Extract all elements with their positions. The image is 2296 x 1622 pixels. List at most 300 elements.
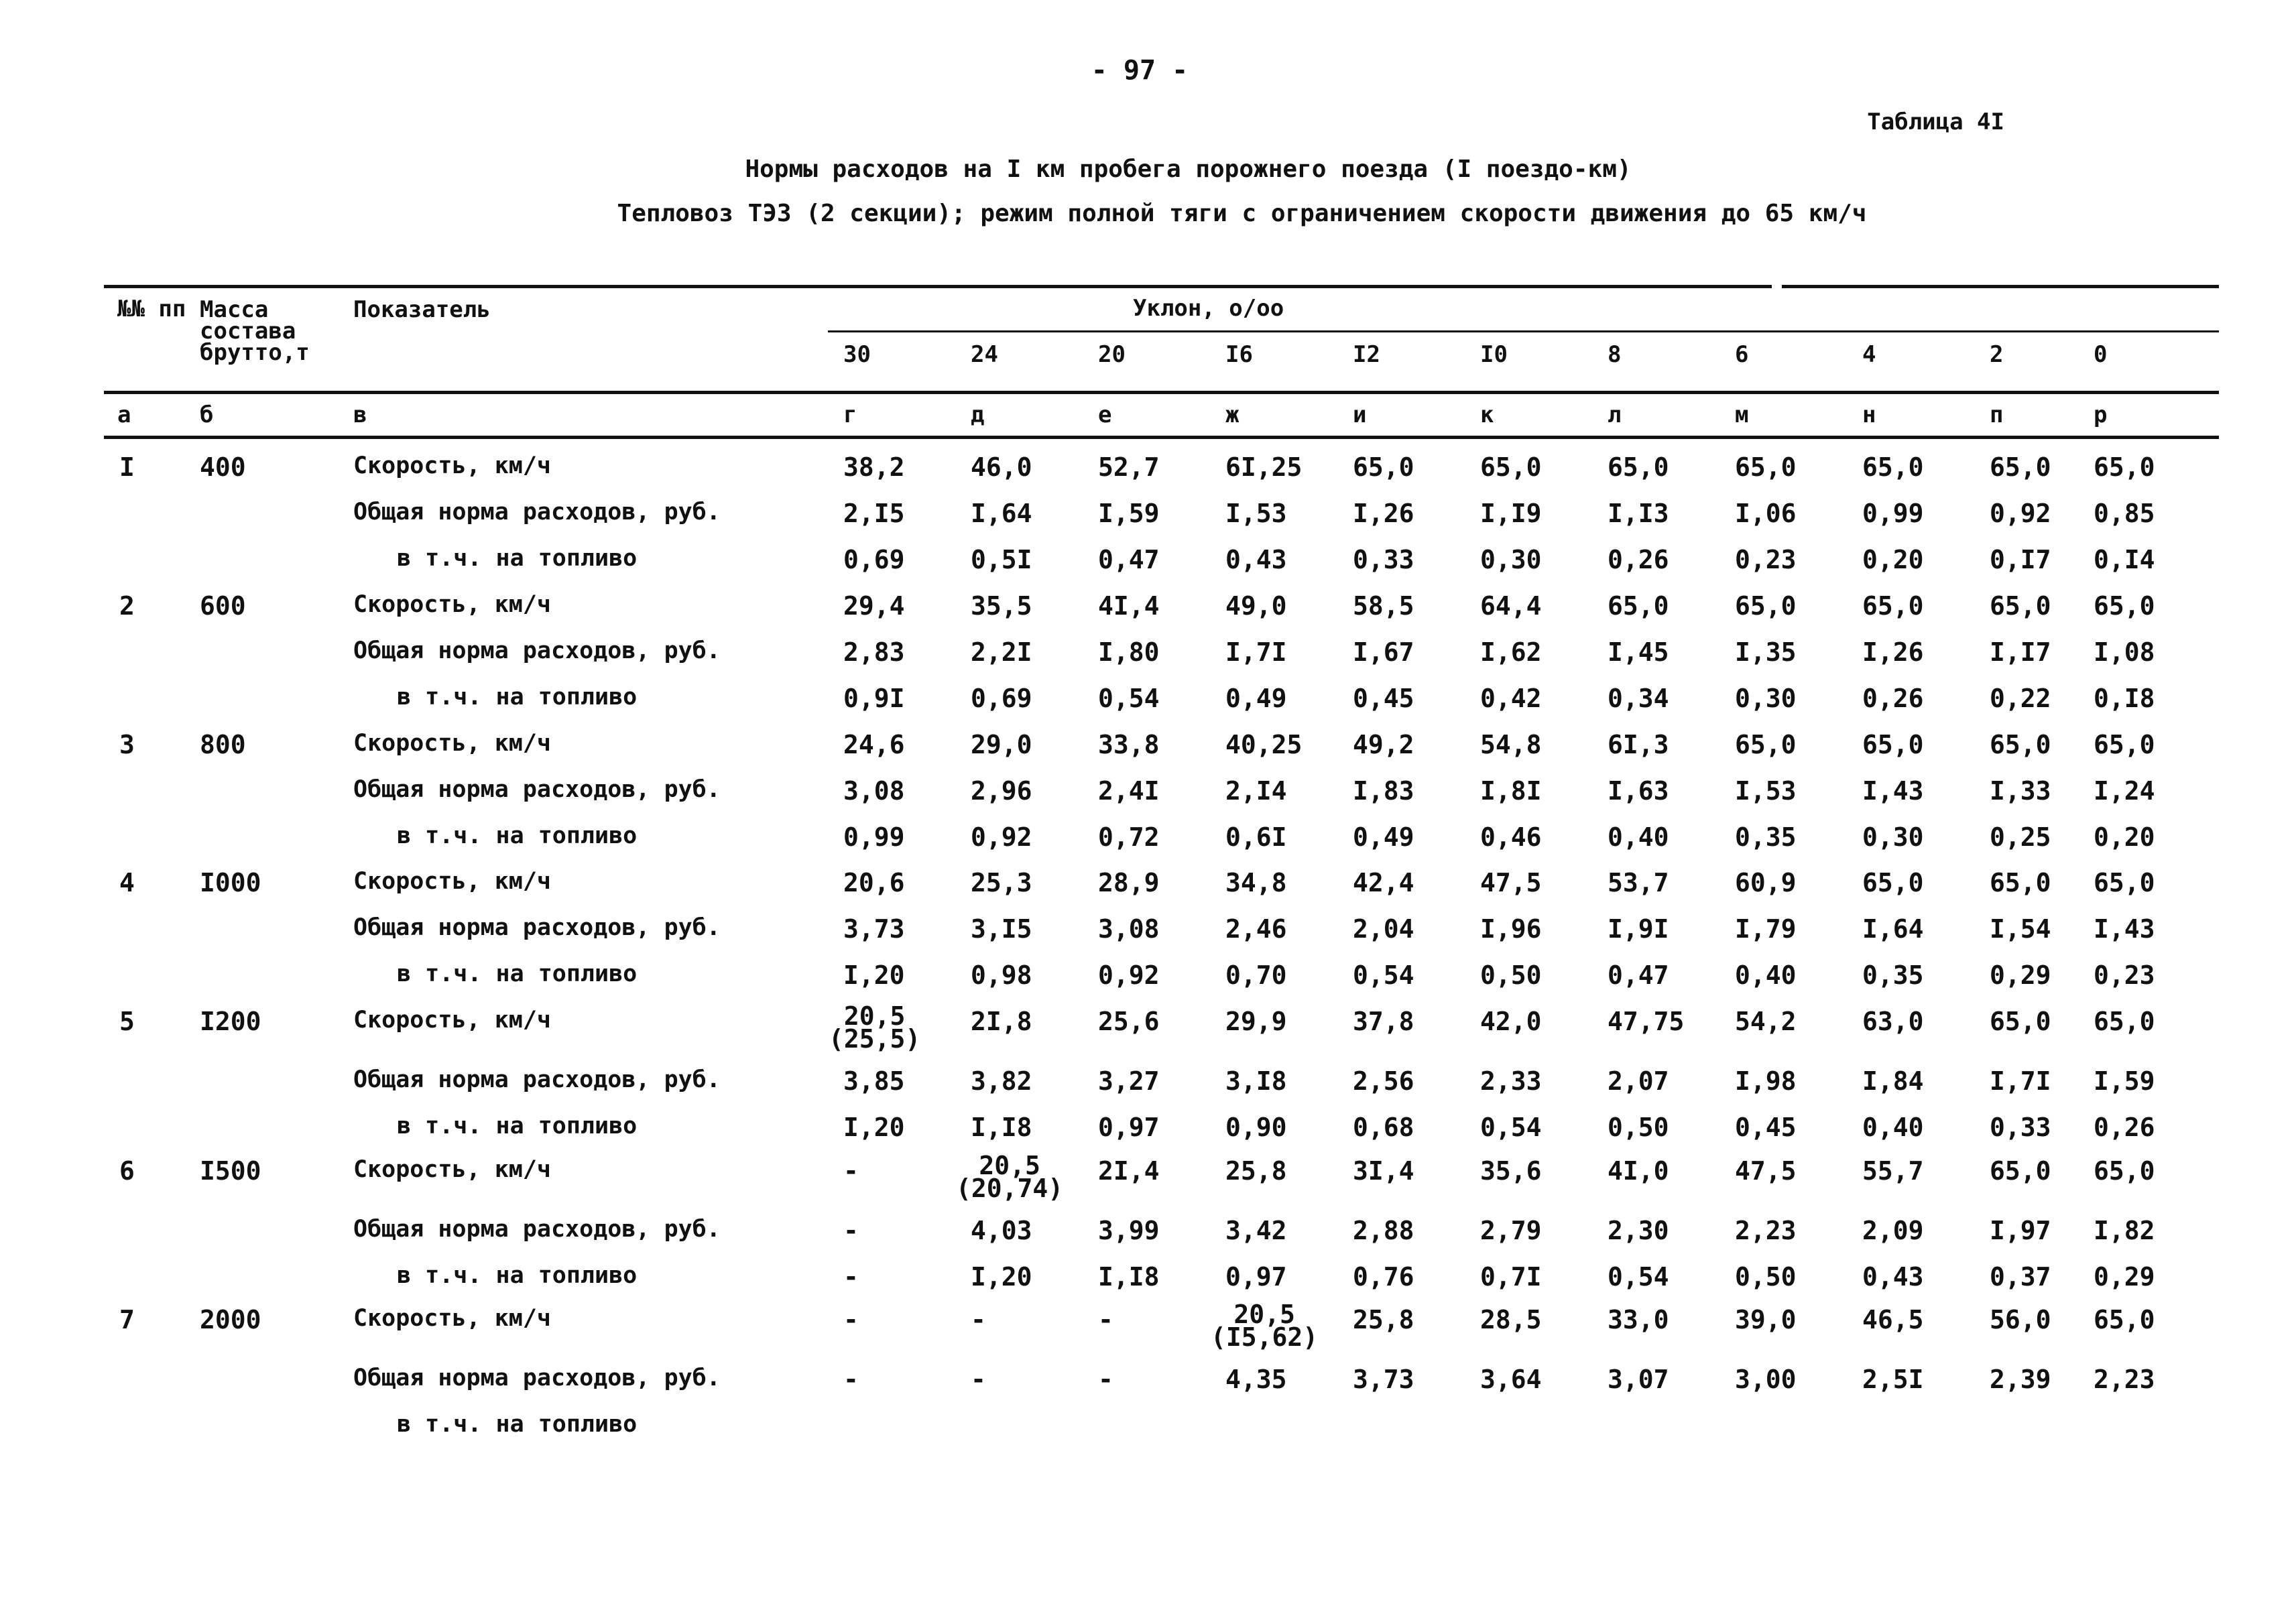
row-mass: I000 (200, 868, 261, 897)
total-cost-value: I,26 (1862, 637, 1924, 667)
speed-value: 49,2 (1353, 730, 1414, 759)
total-cost-value: I,54 (1990, 914, 2051, 944)
total-cost-value: 3,27 (1098, 1066, 1160, 1096)
letter-header-cell: и (1353, 401, 1367, 428)
total-cost-value: I,7I (1990, 1066, 2051, 1096)
speed-value: 46,5 (1862, 1305, 1924, 1334)
slope-header-cell: 30 (843, 341, 871, 368)
total-cost-value: 3,85 (843, 1066, 905, 1096)
total-cost-value: 2,5I (1862, 1365, 1924, 1394)
total-cost-value: I,06 (1735, 499, 1797, 528)
slope-header-cell: 4 (1862, 341, 1876, 368)
speed-value: 65,0 (2094, 591, 2155, 621)
speed-value: 34,8 (1225, 868, 1287, 897)
letter-header-cell: р (2094, 401, 2108, 428)
fuel-cost-value: 0,54 (1098, 684, 1160, 713)
speed-label: Скорость, км/ч (353, 452, 552, 479)
row-number: 2 (119, 591, 135, 621)
header-col-mass-line1: Масса (200, 296, 269, 323)
total-cost-value: 2,39 (1990, 1365, 2051, 1394)
speed-value: 33,8 (1098, 730, 1160, 759)
speed-value-with-note (829, 1001, 921, 1054)
fuel-cost-value: 0,54 (1608, 1262, 1669, 1292)
fuel-cost-value: 0,49 (1353, 822, 1414, 852)
fuel-cost-value: 0,34 (1608, 684, 1669, 713)
table-label: Таблица 4I (1867, 109, 2004, 135)
table-top-rule (104, 285, 1772, 288)
total-cost-label: Общая норма расходов, руб. (353, 499, 721, 525)
letter-header-cell: г (843, 401, 857, 428)
speed-value: - (843, 1156, 859, 1186)
total-cost-value: 0,99 (1862, 499, 1924, 528)
fuel-cost-value: 0,92 (971, 822, 1032, 852)
speed-value: 42,4 (1353, 868, 1414, 897)
total-cost-value: I,80 (1098, 637, 1160, 667)
header-col-mass-line2: состава (200, 318, 296, 345)
speed-value: 29,9 (1225, 1007, 1287, 1036)
total-cost-value: I,59 (2094, 1066, 2155, 1096)
fuel-cost-value: 0,I7 (1990, 545, 2051, 574)
letter-header-cell: а (117, 401, 131, 428)
fuel-cost-value: 0,99 (843, 822, 905, 852)
speed-value: 37,8 (1353, 1007, 1414, 1036)
total-cost-value: - (843, 1216, 859, 1245)
row-mass: I500 (200, 1156, 261, 1186)
fuel-cost-value: 0,33 (1990, 1113, 2051, 1142)
fuel-cost-value: 0,26 (2094, 1113, 2155, 1142)
total-cost-value: I,45 (1608, 637, 1669, 667)
speed-value: 46,0 (971, 452, 1032, 482)
speed-value: 33,0 (1608, 1305, 1669, 1334)
total-cost-value: 3,I5 (971, 914, 1032, 944)
speed-label: Скорость, км/ч (353, 730, 552, 757)
total-cost-value: 2,88 (1353, 1216, 1414, 1245)
total-cost-value: I,98 (1735, 1066, 1797, 1096)
letters-bottom-rule (104, 436, 2219, 439)
total-cost-value: 2,96 (971, 776, 1032, 806)
letter-header-cell: е (1098, 401, 1112, 428)
total-cost-value: I,53 (1735, 776, 1797, 806)
speed-value: 65,0 (1862, 591, 1924, 621)
total-cost-value: I,8I (1480, 776, 1542, 806)
fuel-cost-value: I,20 (843, 960, 905, 990)
total-cost-value: 2,23 (2094, 1365, 2155, 1394)
slope-header-cell: 24 (971, 341, 998, 368)
total-cost-value: I,I9 (1480, 499, 1542, 528)
total-cost-value: 4,35 (1225, 1365, 1287, 1394)
total-cost-value: I,64 (1862, 914, 1924, 944)
row-number: 6 (119, 1156, 135, 1186)
fuel-cost-value: 0,43 (1225, 545, 1287, 574)
total-cost-value: I,I3 (1608, 499, 1669, 528)
row-number: 3 (119, 730, 135, 759)
fuel-cost-value: 0,7I (1480, 1262, 1542, 1292)
total-cost-label: Общая норма расходов, руб. (353, 637, 721, 664)
total-cost-value: 2,79 (1480, 1216, 1542, 1245)
fuel-cost-value: 0,46 (1480, 822, 1542, 852)
total-cost-value: 0,85 (2094, 499, 2155, 528)
row-number: I (119, 452, 135, 482)
total-cost-value: 3,08 (1098, 914, 1160, 944)
total-cost-label: Общая норма расходов, руб. (353, 1216, 721, 1243)
slope-header-cell: 6 (1735, 341, 1749, 368)
fuel-cost-value: 0,26 (1608, 545, 1669, 574)
row-number: 7 (119, 1305, 135, 1334)
fuel-cost-value: 0,33 (1353, 545, 1414, 574)
total-cost-value: 2,I5 (843, 499, 905, 528)
total-cost-value: I,33 (1990, 776, 2051, 806)
letter-header-cell: в (353, 401, 367, 428)
fuel-cost-value: 0,20 (2094, 822, 2155, 852)
total-cost-value: - (843, 1365, 859, 1394)
speed-value: 20,5 (1233, 1300, 1295, 1329)
row-mass: 600 (200, 591, 246, 621)
total-cost-value: 2,56 (1353, 1066, 1414, 1096)
speed-value: 6I,3 (1608, 730, 1669, 759)
fuel-cost-value: 0,76 (1353, 1262, 1414, 1292)
fuel-cost-value: 0,42 (1480, 684, 1542, 713)
total-cost-value: I,43 (1862, 776, 1924, 806)
speed-value: 60,9 (1735, 868, 1797, 897)
speed-value: 28,5 (1480, 1305, 1542, 1334)
speed-value: 20,5 (979, 1151, 1040, 1180)
speed-value: 4I,4 (1098, 591, 1160, 621)
speed-value: 35,5 (971, 591, 1032, 621)
fuel-cost-label: в т.ч. на топливо (397, 822, 638, 849)
header-col-number: №№ пп (117, 296, 186, 322)
letter-header-cell: п (1990, 401, 2004, 428)
total-cost-value: I,63 (1608, 776, 1669, 806)
total-cost-value: 2,30 (1608, 1216, 1669, 1245)
row-mass: I200 (200, 1007, 261, 1036)
total-cost-value: I,08 (2094, 637, 2155, 667)
total-cost-value: I,97 (1990, 1216, 2051, 1245)
speed-value: 64,4 (1480, 591, 1542, 621)
total-cost-value: I,64 (971, 499, 1032, 528)
fuel-cost-value: 0,50 (1735, 1262, 1797, 1292)
total-cost-value: I,59 (1098, 499, 1160, 528)
speed-value: 65,0 (2094, 730, 2155, 759)
total-cost-value: 3,I8 (1225, 1066, 1287, 1096)
speed-label: Скорость, км/ч (353, 591, 552, 618)
total-cost-value: 2,33 (1480, 1066, 1542, 1096)
fuel-cost-value: 0,92 (1098, 960, 1160, 990)
speed-value: 63,0 (1862, 1007, 1924, 1036)
letter-header-cell: м (1735, 401, 1749, 428)
fuel-cost-label: в т.ч. на топливо (397, 1262, 638, 1289)
slope-header-cell: 8 (1608, 341, 1622, 368)
total-cost-value: 2,I4 (1225, 776, 1287, 806)
fuel-cost-value: 0,50 (1608, 1113, 1669, 1142)
fuel-cost-value: 0,97 (1225, 1262, 1287, 1292)
letter-header-cell: д (971, 401, 985, 428)
total-cost-value: I,96 (1480, 914, 1542, 944)
speed-value: 65,0 (1990, 1007, 2051, 1036)
speed-value-note: (25,5) (829, 1024, 921, 1054)
header-bottom-rule (104, 391, 2219, 394)
speed-value: - (971, 1305, 986, 1334)
speed-value: 39,0 (1735, 1305, 1797, 1334)
fuel-cost-value: 0,30 (1480, 545, 1542, 574)
total-cost-value: 3,73 (1353, 1365, 1414, 1394)
fuel-cost-value: 0,98 (971, 960, 1032, 990)
letter-header-cell: к (1480, 401, 1494, 428)
fuel-cost-value: 0,47 (1608, 960, 1669, 990)
fuel-cost-value: 0,9I (843, 684, 905, 713)
row-mass: 400 (200, 452, 246, 482)
total-cost-value: 2,46 (1225, 914, 1287, 944)
speed-value: 47,75 (1608, 1007, 1685, 1036)
fuel-cost-value: I,20 (971, 1262, 1032, 1292)
speed-value: 42,0 (1480, 1007, 1542, 1036)
total-cost-value: 3,64 (1480, 1365, 1542, 1394)
fuel-cost-value: 0,90 (1225, 1113, 1287, 1142)
total-cost-value: I,67 (1353, 637, 1414, 667)
letter-header-cell: б (200, 401, 214, 428)
slope-header-cell: I6 (1225, 341, 1253, 368)
total-cost-value: 2,07 (1608, 1066, 1669, 1096)
total-cost-value: 3,99 (1098, 1216, 1160, 1245)
total-cost-value: 2,2I (971, 637, 1032, 667)
fuel-cost-value: 0,I4 (2094, 545, 2155, 574)
total-cost-value: I,I7 (1990, 637, 2051, 667)
speed-value: 4I,0 (1608, 1156, 1669, 1186)
total-cost-value: 2,83 (843, 637, 905, 667)
speed-value: 6I,25 (1225, 452, 1303, 482)
fuel-cost-value: 0,69 (843, 545, 905, 574)
speed-value: 65,0 (1990, 591, 2051, 621)
speed-value: 25,6 (1098, 1007, 1160, 1036)
speed-value: 56,0 (1990, 1305, 2051, 1334)
header-col-mass-line3: брутто,т (200, 339, 310, 366)
header-slope-group: Уклон, о/оо (1133, 295, 1284, 322)
speed-value: 65,0 (1735, 591, 1797, 621)
speed-value: 47,5 (1480, 868, 1542, 897)
fuel-cost-value: 0,72 (1098, 822, 1160, 852)
speed-value: 65,0 (1735, 730, 1797, 759)
fuel-cost-value: 0,68 (1353, 1113, 1414, 1142)
fuel-cost-value: 0,69 (971, 684, 1032, 713)
total-cost-value: 2,04 (1353, 914, 1414, 944)
fuel-cost-value: 0,5I (971, 545, 1032, 574)
fuel-cost-value: 0,50 (1480, 960, 1542, 990)
speed-value: 65,0 (1480, 452, 1542, 482)
fuel-cost-label: в т.ч. на топливо (397, 1113, 638, 1139)
total-cost-value: I,7I (1225, 637, 1287, 667)
total-cost-value: 2,23 (1735, 1216, 1797, 1245)
speed-label: Скорость, км/ч (353, 868, 552, 895)
fuel-cost-value: 0,54 (1480, 1113, 1542, 1142)
speed-value: 65,0 (1608, 452, 1669, 482)
total-cost-value: 0,92 (1990, 499, 2051, 528)
table-subtitle: Тепловоз ТЭ3 (2 секции); режим полной тяги с ограничением скорости движения до 65 км/ч (617, 200, 1867, 227)
speed-value: 65,0 (2094, 1305, 2155, 1334)
fuel-cost-label: в т.ч. на топливо (397, 545, 638, 572)
total-cost-value: 4,03 (971, 1216, 1032, 1245)
slope-header-cell: I2 (1353, 341, 1380, 368)
speed-value: 2I,8 (971, 1007, 1032, 1036)
total-cost-value: I,43 (2094, 914, 2155, 944)
speed-value: 25,8 (1353, 1305, 1414, 1334)
fuel-cost-value: 0,20 (1862, 545, 1924, 574)
speed-label: Скорость, км/ч (353, 1007, 552, 1034)
speed-value: 65,0 (2094, 1156, 2155, 1186)
letter-header-cell: л (1608, 401, 1622, 428)
row-mass: 2000 (200, 1305, 261, 1334)
speed-value: 65,0 (1608, 591, 1669, 621)
fuel-cost-value: 0,29 (2094, 1262, 2155, 1292)
fuel-cost-value: 0,26 (1862, 684, 1924, 713)
total-cost-value: I,82 (2094, 1216, 2155, 1245)
speed-value: 2I,4 (1098, 1156, 1160, 1186)
speed-value: 54,2 (1735, 1007, 1797, 1036)
speed-value: 65,0 (2094, 868, 2155, 897)
table-top-rule-right (1782, 285, 2219, 288)
speed-value-with-note (956, 1151, 1064, 1204)
fuel-cost-value: 0,23 (1735, 545, 1797, 574)
speed-value: 65,0 (2094, 452, 2155, 482)
speed-value: 65,0 (1990, 868, 2051, 897)
speed-value: 20,5 (843, 1001, 906, 1031)
total-cost-value: I,79 (1735, 914, 1797, 944)
fuel-cost-value: 0,97 (1098, 1113, 1160, 1142)
row-number: 4 (119, 868, 135, 897)
speed-value: 38,2 (843, 452, 905, 482)
speed-value: 25,3 (971, 868, 1032, 897)
speed-value: 55,7 (1862, 1156, 1924, 1186)
total-cost-value: 3,08 (843, 776, 905, 806)
fuel-cost-value: 0,40 (1735, 960, 1797, 990)
total-cost-value: 3,82 (971, 1066, 1032, 1096)
total-cost-value: 3,42 (1225, 1216, 1287, 1245)
fuel-cost-value: 0,45 (1735, 1113, 1797, 1142)
total-cost-value: I,9I (1608, 914, 1669, 944)
speed-value: 40,25 (1225, 730, 1303, 759)
speed-value: 65,0 (1990, 730, 2051, 759)
header-col-mass (200, 298, 310, 364)
fuel-cost-value: 0,I8 (2094, 684, 2155, 713)
speed-value: - (1098, 1305, 1113, 1334)
speed-value: 35,6 (1480, 1156, 1542, 1186)
speed-value: 65,0 (1353, 452, 1414, 482)
speed-label: Скорость, км/ч (353, 1156, 552, 1183)
slope-header-cell: 20 (1098, 341, 1126, 368)
speed-value: 20,6 (843, 868, 905, 897)
fuel-cost-value: 0,30 (1862, 822, 1924, 852)
speed-value: 28,9 (1098, 868, 1160, 897)
fuel-cost-value: - (843, 1262, 859, 1292)
speed-value: 25,8 (1225, 1156, 1287, 1186)
fuel-cost-value: 0,35 (1862, 960, 1924, 990)
fuel-cost-value: 0,40 (1608, 822, 1669, 852)
fuel-cost-value: 0,35 (1735, 822, 1797, 852)
total-cost-value: 3,00 (1735, 1365, 1797, 1394)
total-cost-value: I,53 (1225, 499, 1287, 528)
fuel-cost-value: 0,23 (2094, 960, 2155, 990)
fuel-cost-value: 0,6I (1225, 822, 1287, 852)
slope-group-rule (828, 330, 2219, 332)
fuel-cost-label: в т.ч. на топливо (397, 684, 638, 710)
speed-value: 58,5 (1353, 591, 1414, 621)
fuel-cost-value: 0,29 (1990, 960, 2051, 990)
total-cost-value: 3,73 (843, 914, 905, 944)
speed-value: 65,0 (1862, 868, 1924, 897)
speed-value: 47,5 (1735, 1156, 1797, 1186)
total-cost-value: I,26 (1353, 499, 1414, 528)
total-cost-value: I,84 (1862, 1066, 1924, 1096)
fuel-cost-value: 0,45 (1353, 684, 1414, 713)
total-cost-label: Общая норма расходов, руб. (353, 1365, 721, 1391)
speed-value: 3I,4 (1353, 1156, 1414, 1186)
speed-value: 65,0 (2094, 1007, 2155, 1036)
total-cost-value: - (971, 1365, 986, 1394)
total-cost-value: I,62 (1480, 637, 1542, 667)
row-mass: 800 (200, 730, 246, 759)
speed-value-note: (I5,62) (1211, 1322, 1319, 1353)
fuel-cost-value: 0,25 (1990, 822, 2051, 852)
fuel-cost-value: I,I8 (971, 1113, 1032, 1142)
speed-value: 29,0 (971, 730, 1032, 759)
speed-value: 65,0 (1990, 1156, 2051, 1186)
fuel-cost-value: 0,37 (1990, 1262, 2051, 1292)
speed-value: 54,8 (1480, 730, 1542, 759)
total-cost-label: Общая норма расходов, руб. (353, 1066, 721, 1093)
total-cost-value: 3,07 (1608, 1365, 1669, 1394)
slope-header-cell: 2 (1990, 341, 2004, 368)
fuel-cost-value: 0,43 (1862, 1262, 1924, 1292)
speed-value: 53,7 (1608, 868, 1669, 897)
total-cost-label: Общая норма расходов, руб. (353, 776, 721, 803)
fuel-cost-label: в т.ч. на топливо (397, 1411, 638, 1438)
row-number: 5 (119, 1007, 135, 1036)
speed-value: 29,4 (843, 591, 905, 621)
slope-header-cell: I0 (1480, 341, 1508, 368)
speed-value: - (843, 1305, 859, 1334)
table-title: Нормы расходов на I км пробега порожнего поезда (I поездо-км) (745, 155, 1632, 183)
fuel-cost-value: I,I8 (1098, 1262, 1160, 1292)
header-col-indicator: Показатель (353, 296, 491, 323)
speed-value: 52,7 (1098, 452, 1160, 482)
total-cost-value: 2,09 (1862, 1216, 1924, 1245)
speed-value: 24,6 (843, 730, 905, 759)
letter-header-cell: ж (1225, 401, 1240, 428)
speed-label: Скорость, км/ч (353, 1305, 552, 1332)
speed-value: 49,0 (1225, 591, 1287, 621)
speed-value: 65,0 (1862, 452, 1924, 482)
speed-value: 65,0 (1990, 452, 2051, 482)
speed-value: 65,0 (1735, 452, 1797, 482)
fuel-cost-value: 0,49 (1225, 684, 1287, 713)
fuel-cost-value: 0,22 (1990, 684, 2051, 713)
speed-value-note: (20,74) (956, 1174, 1064, 1204)
total-cost-value: I,35 (1735, 637, 1797, 667)
fuel-cost-value: 0,40 (1862, 1113, 1924, 1142)
fuel-cost-value: 0,70 (1225, 960, 1287, 990)
slope-header-cell: 0 (2094, 341, 2108, 368)
fuel-cost-label: в т.ч. на топливо (397, 960, 638, 987)
total-cost-value: 2,4I (1098, 776, 1160, 806)
fuel-cost-value: I,20 (843, 1113, 905, 1142)
total-cost-label: Общая норма расходов, руб. (353, 914, 721, 941)
speed-value: 65,0 (1862, 730, 1924, 759)
speed-value-with-note (1211, 1300, 1319, 1353)
page-number: - 97 - (1091, 55, 1189, 86)
total-cost-value: I,83 (1353, 776, 1414, 806)
letter-header-cell: н (1862, 401, 1876, 428)
fuel-cost-value: 0,54 (1353, 960, 1414, 990)
total-cost-value: - (1098, 1365, 1113, 1394)
fuel-cost-value: 0,30 (1735, 684, 1797, 713)
